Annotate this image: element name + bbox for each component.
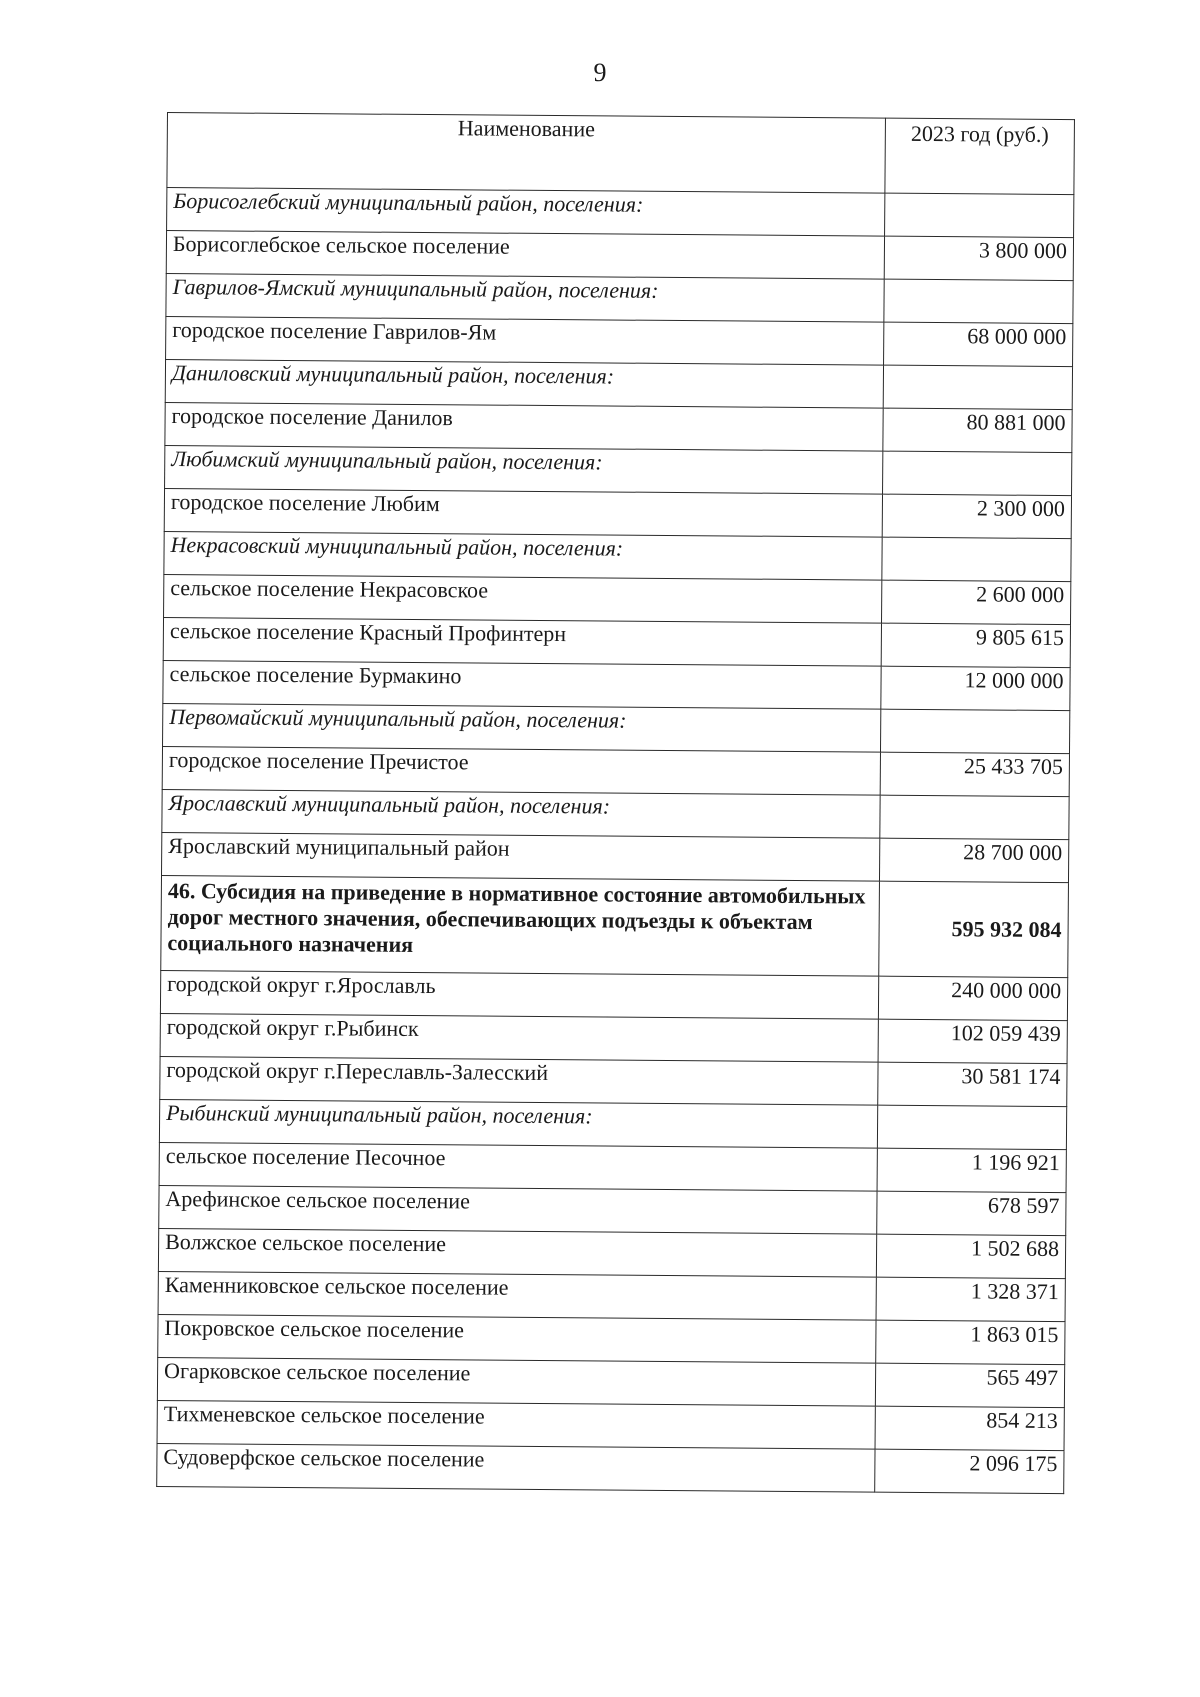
- row-amount: [883, 451, 1072, 495]
- row-amount: 2 096 175: [875, 1449, 1064, 1493]
- table-row: [157, 1400, 1064, 1450]
- row-name: Судоверфское сельское поселение: [157, 1443, 875, 1492]
- row-name: Любимский муниципальный район, поселения:: [165, 445, 883, 494]
- row-amount: 595 932 084: [879, 881, 1069, 977]
- row-amount: 1 863 015: [876, 1320, 1065, 1364]
- table-row: [164, 574, 1071, 624]
- row-name: сельское поселение Некрасовское: [164, 574, 882, 623]
- row-name: Покровское сельское поселение: [158, 1314, 876, 1363]
- row-name: сельское поселение Песочное: [159, 1142, 877, 1191]
- row-amount: [882, 537, 1071, 581]
- row-name: Арефинское сельское поселение: [159, 1185, 877, 1234]
- district-heading-row: [159, 1099, 1066, 1149]
- row-amount: 30 581 174: [878, 1062, 1067, 1106]
- district-heading-row: [164, 531, 1071, 581]
- district-heading-row: [165, 445, 1072, 495]
- row-amount: 102 059 439: [878, 1019, 1067, 1063]
- table-row: [166, 231, 1073, 281]
- table-row: [160, 1056, 1067, 1106]
- row-amount: [877, 1105, 1066, 1149]
- header-year: 2023 год (руб.): [885, 118, 1075, 194]
- row-amount: 240 000 000: [878, 976, 1067, 1020]
- row-amount: 9 805 615: [881, 623, 1070, 667]
- row-amount: 3 800 000: [884, 236, 1073, 280]
- row-name: сельское поселение Красный Профинтерн: [163, 617, 881, 666]
- row-name: Тихменевское сельское поселение: [157, 1400, 875, 1449]
- table-row: [163, 617, 1070, 667]
- row-amount: 854 213: [875, 1406, 1064, 1450]
- subsidy-row: [161, 875, 1069, 977]
- row-name: Огарковское сельское поселение: [157, 1357, 875, 1406]
- row-name: Даниловский муниципальный район, поселения:: [165, 359, 883, 408]
- row-name: городской округ г.Переславль-Залесский: [160, 1056, 878, 1105]
- table-row: [160, 970, 1067, 1020]
- row-amount: [883, 365, 1072, 409]
- table-row: [157, 1357, 1064, 1407]
- row-name: Волжское сельское поселение: [158, 1228, 876, 1277]
- row-amount: [880, 795, 1069, 839]
- row-name: городской округ г.Ярославль: [160, 970, 878, 1019]
- row-name: городское поселение Данилов: [165, 402, 883, 451]
- table-row: [166, 316, 1073, 366]
- table-row: [164, 488, 1071, 538]
- header-name: Наименование: [167, 113, 886, 194]
- row-name: Борисоглебское сельское поселение: [166, 231, 884, 280]
- row-name: городское поселение Пречистое: [162, 746, 880, 795]
- table-row: [158, 1271, 1065, 1321]
- row-amount: 2 300 000: [882, 494, 1071, 538]
- table-body: [157, 188, 1074, 1494]
- page-number: 9: [593, 58, 607, 87]
- row-name: городское поселение Гаврилов-Ям: [166, 316, 884, 365]
- district-heading-row: [167, 188, 1074, 238]
- row-name: Некрасовский муниципальный район, поселения:: [164, 531, 882, 580]
- row-amount: 68 000 000: [884, 322, 1073, 366]
- table-header-row: [167, 113, 1075, 195]
- row-name: Гаврилов-Ямский муниципальный район, поселения:: [166, 273, 884, 322]
- row-name: Каменниковское сельское поселение: [158, 1271, 876, 1320]
- table-row: [162, 746, 1069, 796]
- row-amount: 2 600 000: [882, 580, 1071, 624]
- row-amount: [880, 709, 1069, 753]
- row-name: Ярославский муниципальный район: [162, 832, 880, 881]
- budget-table: [156, 112, 1075, 1494]
- district-heading-row: [166, 273, 1073, 323]
- table-row: [163, 660, 1070, 710]
- table-row: [162, 832, 1069, 882]
- district-heading-row: [162, 789, 1069, 839]
- table-row: [160, 1013, 1067, 1063]
- district-heading-row: [163, 703, 1070, 753]
- row-amount: 80 881 000: [883, 408, 1072, 452]
- row-name: городское поселение Любим: [164, 488, 882, 537]
- row-amount: 1 502 688: [876, 1234, 1065, 1278]
- district-heading-row: [165, 359, 1072, 409]
- row-name: Первомайский муниципальный район, поселения:: [163, 703, 881, 752]
- row-amount: 1 196 921: [877, 1148, 1066, 1192]
- table-row: [157, 1443, 1064, 1493]
- table-row: [158, 1228, 1065, 1278]
- table-row: [165, 402, 1072, 452]
- row-name: Борисоглебский муниципальный район, поселения:: [167, 188, 885, 237]
- table-row: [158, 1314, 1065, 1364]
- row-amount: 678 597: [877, 1191, 1066, 1235]
- row-name: 46. Субсидия на приведение в нормативное состояние автомобильных дорог местного значения, обеспечивающих подъезды к объектам социального назначения: [161, 875, 880, 976]
- row-name: Ярославский муниципальный район, поселения:: [162, 789, 880, 838]
- row-amount: 1 328 371: [876, 1277, 1065, 1321]
- row-name: сельское поселение Бурмакино: [163, 660, 881, 709]
- row-amount: 565 497: [875, 1363, 1064, 1407]
- row-name: городской округ г.Рыбинск: [160, 1013, 878, 1062]
- row-name: Рыбинский муниципальный район, поселения:: [159, 1099, 877, 1148]
- row-amount: 25 433 705: [880, 752, 1069, 796]
- row-amount: 12 000 000: [881, 666, 1070, 710]
- row-amount: 28 700 000: [879, 838, 1068, 882]
- row-amount: [884, 279, 1073, 323]
- table-row: [159, 1185, 1066, 1235]
- table-row: [159, 1142, 1066, 1192]
- row-amount: [885, 193, 1074, 237]
